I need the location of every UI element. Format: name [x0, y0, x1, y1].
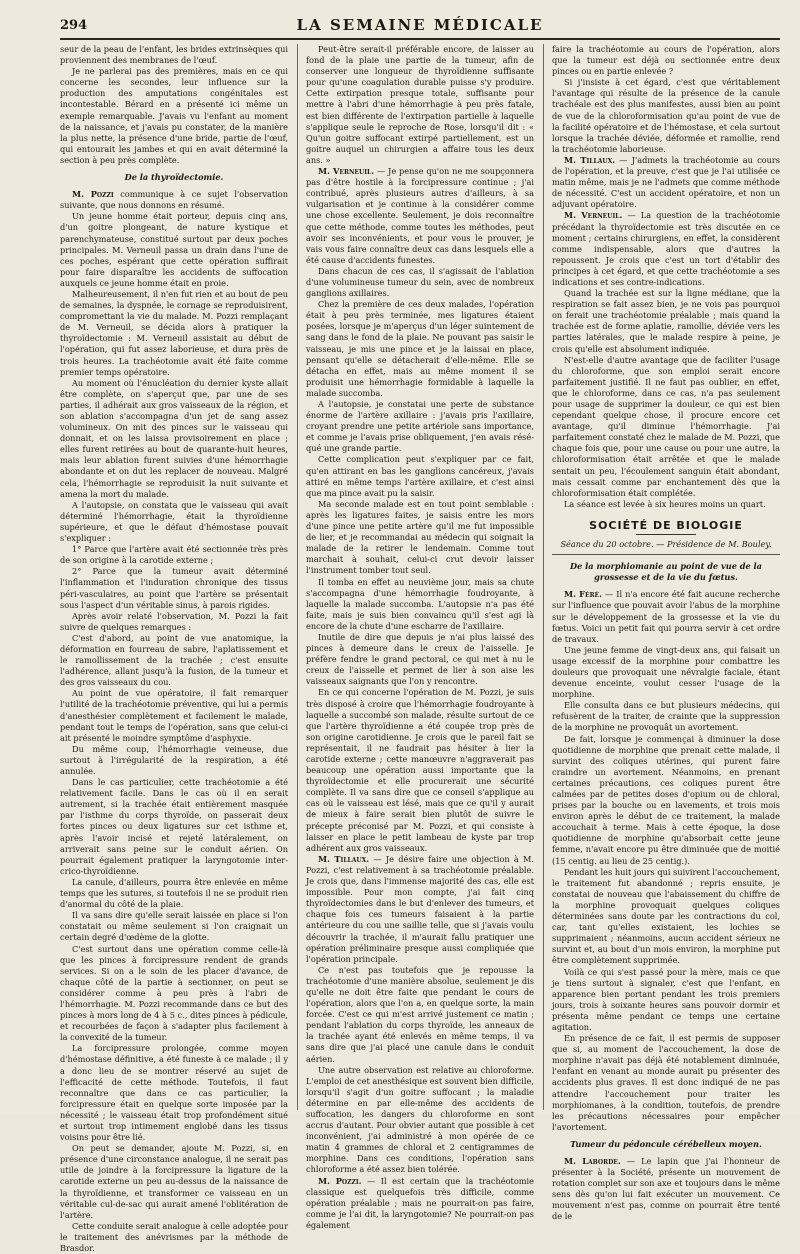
column-2 [306, 44, 535, 1230]
paragraph: Peut-être serait-il préférable encore, de laisser au fond de la plaie une partie de la tumeur, afin de conserver une longueur de thyroïdienne suffisante pour qu'une coagulation durable puisse s'y produire. Cette extirpation presque totale, suffisante pour mettre à l'abri d'une hémorrhagie à peu près fatale, est bien différente de l'extirpation partielle à laquelle s'applique seule le reproche de Rose, lorsqu'il dit : « Qu'un goitre suffocant extirpé partiellement, est un goitre auquel un chirurgien a affaire tous les deux ans. » [306, 44, 534, 165]
paragraph [552, 589, 780, 644]
speaker-name: M. Tillaux. [318, 853, 370, 864]
paragraph: Dans chacun de ces cas, il s'agissait de l'ablation d'une volumineuse tumeur du sein, avec de nombreux ganglions axillaires. [306, 265, 534, 299]
paragraph: Au point de vue opératoire, il fait remarquer l'utilité de la trachéotomie préventive, qui lui a permis d'anesthésier complètement et facilement le malade, pendant tout le temps de l'opération, sans que celui-ci ait présenté le moindre symptôme d'asphyxie. [60, 688, 288, 743]
paragraph: Ma seconde malade est en tout point semblable : après les ligatures faites, je saisis entre les mors d'une pince une petite artère qu'il me fut impossible de lier, et je recommandai au médecin qui soignait la malade de la retirer le lendemain. Comme tout marchait à souhait, celui-ci crut devoir laisser l'instrument tomber tout seul. [306, 498, 534, 576]
paragraph: Cette conduite serait analogue à celle adoptée pour le traitement des anévrismes par la méthode de Brasdor. [60, 1220, 288, 1254]
column-1 [60, 44, 288, 1254]
paragraph-text: — Le lapin que j'ai l'honneur de présenter à la Société, présente un mouvement de rotation complet sur son axe et toujours dans le même sens dès qu'on lui fait exécuter un mouvement. Ce mouvement n'est pas, comme on pourrait être tenté de le [552, 1156, 780, 1222]
speaker-name: M. Tillaux. [564, 154, 616, 165]
paragraph: Si j'insiste à cet égard, c'est que véritablement l'avantage qui résulte de la présence de la canule trachéale est des plus manifestes, aussi bien au point de vue de la chloroformisation qu'au point de vue de la facilité opératoire et de l'hémostase, et cela surtout lorsque la trachée déviée, déformée et ramollie, rend la trachéotomie laborieuse. [552, 77, 780, 154]
paragraph: Cette complication peut s'expliquer par ce fait, qu'en attirant en bas les ganglions cancéreux, j'avais attiré en même temps l'artère axillaire, et c'est ainsi que ma pince avait pu la saisir. [306, 454, 534, 498]
speaker-name: M. Féré. [564, 589, 602, 600]
paragraph [552, 155, 780, 210]
paragraph-text: — Il est certain que la trachéotomie classique est quelquefois très difficile, comme opération préalable ; mais ne pourrait-on pas faire, comme je l'ai dit, la laryngotomie? Ne pourrait-on pas également [306, 1175, 534, 1230]
speaker-name: M. Verneuil. [318, 166, 375, 177]
topic-title: De la morphiomanie au point de vue de la grossesse et de la vie du fœtus. [570, 561, 762, 583]
paragraph: Au moment où l'énucléation du dernier kyste allait être complète, on s'aperçut que, par une de ses parties, il adhérait aux gros vaisseaux de la région, et son ablation s'accompagna d'un jet de sang assez volumineux. On mit des pinces sur le vaisseau qui donnait, et on les laissa provisoirement en place ; elles furent retirées au bout de quarante-huit heures, mais leur ablation furent suivies d'une hémorrhagie abondante et on dut les replacer de nouveau. Malgré cela, l'hémorrhagie se reproduisit la nuit suivante et amena la mort du malade. [60, 377, 288, 499]
paragraph: Quand la trachée est sur la ligne médiane, que la respiration se fait assez bien, je ne vois pas pourquoi on ferait une trachéotomie préalable ; mais quand la trachée est de forme aplatie, ramollie, déviée vers les parties latérales, que le malade respire à peine, je crois qu'elle est absolument indiquée. [552, 288, 780, 354]
paragraph: De fait, lorsque je commençai à diminuer la dose quotidienne de morphine que prenait cette malade, il survint des coliques utérines, qui purent faire craindre un avortement. Néanmoins, en prenant certaines précautions, ces coliques purent être calmées par de petites doses d'opium ou de chloral, prises par la bouche ou en lavements, et trois mois environ après le début de ce traitement, la malade accouchait à terme. Mais à cette époque, la dose quotidienne de morphine qu'absorbait cette jeune femme, n'avait encore pu être diminuée que de moitié (15 centig. au lieu de 25 centig.). [552, 733, 780, 866]
session-rule [552, 554, 780, 555]
paragraph [306, 1176, 534, 1231]
paragraph: La forcipressure prolongée, comme moyen d'hémostase définitive, a été funeste à ce malade ; il y a donc lieu de se montrer réservé au sujet de l'efficacité de cette méthode. Toutefois, il faut reconnaître que dans ce cas particulier, la forcipressure était en quelque sorte imposée par la nécessité ; le vaisseau était trop profondément situé et surtout trop intimement englobé dans les tissus voisins pour être lié. [60, 1043, 288, 1143]
paragraph: La séance est levée à six heures moins un quart. [564, 498, 766, 509]
paragraph: seur de la peau de l'enfant, les brides extrinsèques qui proviennent des membranes de l'œuf. [60, 44, 288, 66]
paragraph: 2° Parce que la tumeur avait déterminé l'inflammation et l'induration chronique des tissus péri-vasculaires, au point que l'artère se présentait sous l'aspect d'un véritable sinus, à parois rigides. [60, 566, 288, 610]
header-rule [60, 38, 780, 40]
paragraph: Voilà ce qui s'est passé pour la mère, mais ce que je tiens surtout à signaler, c'est que l'enfant, en apparence bien portant pendant les trois premiers jours, trois à soixante heures sans pouvoir dormir et présenta même pendant ce temps une certaine agitation. [552, 966, 780, 1032]
column-separator [297, 44, 298, 1110]
page-header [60, 14, 780, 36]
speaker-name: M. Verneuil. [564, 210, 623, 221]
paragraph-text: — Je désire faire une objection à M. Pozzi, c'est relativement à sa trachéotomie préalable. Je crois que, dans l'immense majorité des cas, elle est impossible. Pour mon compte, j'ai fait cinq thyroïdectomies dans le but d'enlever des tumeurs, et chaque fois ces tumeurs faisaient à la partie antérieure du cou une saillie telle, que si j'avais voulu découvrir la trachée, il m'aurait fallu pratiquer une opération préliminaire presque aussi compliquée que l'opération principale. [306, 853, 534, 964]
speaker-name: M. Laborde. [564, 1156, 621, 1166]
journal-title: LA SEMAINE MÉDICALE [296, 16, 544, 34]
paragraph: Il tomba en effet au neuvième jour, mais sa chute s'accompagna d'une hémorrhagie foudroyante, à laquelle la malade succomba. L'autopsie n'a pas été faite, mais je suis bien convaincu qu'il s'est agi là encore de la chute d'une escharre de l'axillaire. [306, 576, 534, 631]
society-title: SOCIÉTÉ DE BIOLOGIE [589, 518, 743, 532]
column-3 [552, 44, 780, 1222]
paragraph: N'est-elle d'autre avantage que de faciliter l'usage du chloroforme, que son emploi serait encore parfaitement justifié. Il ne faut pas oublier, en effet, que le chloroforme, dans ce cas, n'a pas seulement pour usage de supprimer la douleur, ce qui est bien cependant quelque chose, il procure encore cet avantage, qu'il diminue l'hémorrhagie. J'ai parfaitement constaté chez le malade de M. Pozzi, que chaque fois que, pour une cause ou pour une autre, la chloroformisation était arrêtée et que le malade sentait un peu, l'écoulement sanguin était abondant, mais cessait comme par enchantement dès que la chloroformisation était complétée. [552, 354, 780, 498]
paragraph: Je ne parlerai pas des premières, mais en ce qui concerne les secondes, leur influence sur la production des amputations congénitales est incontestable. Bérard en a présenté ici même un exemple remarquable. J'avais vu l'enfant au moment de la naissance, et j'avais pu constater, de la manière la plus nette, la présence d'une bride, partie de l'œuf, qui entourait les jambes et qui en avait déterminé la section à peu près complète. [60, 66, 288, 165]
paragraph: Elle consulta dans ce but plusieurs médecins, qui refusèrent de la traiter, de crainte que la suppression de la morphine ne provoquât un avortement. [552, 700, 780, 733]
paragraph-text: — Je pense qu'on ne me soupçonnera pas d'être hostile à la forcipressure continue ; j'ai contribué, après plusieurs autres d'ailleurs, à sa vulgarisation et je continue à la considérer comme une chose excellente. Seulement, je dois reconnaître que cette méthode, comme toutes les méthodes, peut avoir ses inconvénients, et pour vous le prouver, je vais vous faire connaître deux cas dans lesquels elle a été cause d'accidents funestes. [306, 166, 535, 265]
paragraph: La canule, d'ailleurs, pourra être enlevée en même temps que les sutures, si toutefois il ne se produit rien d'anormal du côté de la plaie. [60, 876, 288, 910]
session-line: Séance du 20 octobre. — Présidence de M. Bouley. [560, 539, 772, 550]
paragraph: Il va sans dire qu'elle serait laissée en place si l'on constatait ou même seulement si l'on craignait un certain degré d'œdème de la glotte. [60, 910, 288, 943]
paragraph [306, 854, 534, 965]
paragraph-text: — Il n'a encore été fait aucune recherche sur l'influence que pouvait avoir l'abus de la morphine sur le développement de la grossesse et la vie du fœtus. Voici un petit fait qui pourra servir à cet ordre de travaux. [552, 589, 780, 644]
paragraph-text: — La question de la trachéotomie précédant la thyroïdectomie est très discutée en ce moment ; certains chirurgiens, en effet, la considèrent comme indispensable, alors que d'autres la repoussent. Je crois que c'est un tort d'établir des principes à cet égard, et que cette trachéotomie a ses indications et ses contre-indications. [552, 210, 780, 287]
paragraph: Pendant les huit jours qui suivirent l'accouchement, le traitement fut abandonné ; repris ensuite, je constatai de nouveau que l'abaissement du chiffre de la morphine provoquait quelques coliques déterminées sans doute par les contractions du col, car, tant qu'elles existaient, les lochies se supprimaient ; néanmoins, aucun accident sérieux ne survint et, au bout d'un mois environ, la morphine put être complètement supprimée. [552, 866, 780, 966]
paragraph: C'est surtout dans une opération comme celle-là que les pinces à forcipressure rendent de grands services. Si on a le soin de les placer d'avance, de chaque côté de la partie à sectionner, on peut se considérer comme à peu près à l'abri de l'hémorrhagie. M. Pozzi recommande dans ce but des pinces à mors long de 4 à 5 c., dites pinces à pédicule, et recourbées de façon à s'adapter plus facilement à la convexité de la tumeur. [60, 943, 288, 1043]
paragraph: A l'autopsie, je constatai une perte de substance énorme de l'artère axillaire : j'avais pris l'axillaire, croyant prendre une petite artériole sans importance, et comme je l'avais prise obliquement, j'en avais réséqué une grande partie. [306, 399, 534, 454]
paragraph: Chez la première de ces deux malades, l'opération était à peu près terminée, mes ligatures étaient posées, lorsque je m'aperçus d'un léger suintement de sang dans le fond de la plaie. Ne pouvant pas saisir le vaisseau, je mis une pince et je la laissai en place, pensant qu'elle se détacherait d'elle-même. Elle se détacha en effet, mais au même moment il se produisit une hémorrhagie formidable à laquelle la malade succomba. [306, 299, 534, 398]
paragraph: En ce qui concerne l'opération de M. Pozzi, je suis très disposé à croire que l'hémorrhagie foudroyante à laquelle a succombé son malade, résulte surtout de ce que l'artère thyroïdienne a été coupée trop près de son origine carotidienne. Je crois que le pareil fait se représentait, il ne faudrait pas hésiter à lier la carotide externe ; cette manœuvre n'aggraverait pas beaucoup une opération aussi importante que la thyroïdectomie et elle procurerait une sécurité complète. Il va sans dire que ce conseil s'applique au cas où le vaisseau est lésé, mais que ce qu'il y aurait de mieux à faire serait bien plutôt de suivre le précepte préconisé par M. Pozzi, et qui consiste à laisser en place le petit lambeau de kyste par trop adhérent aux gros vaisseaux. [306, 687, 534, 853]
paragraph-text: — J'admets la trachéotomie au cours de l'opération, et la preuve, c'est que je l'ai utilisée ce matin même, mais je ne l'admets que comme méthode de nécessité. C'est un accident opératoire, et non un adjuvant opératoire. [552, 154, 780, 210]
paragraph: Ce n'est pas toutefois que je repousse la trachéotomie d'une manière absolue, seulement je dis qu'elle ne doit être faite que pendant le cours de l'opération, alors que l'on a, en quelque sorte, la main forcée. C'est ce qui m'est arrivé justement ce matin ; pendant l'ablation du corps thyroïde, les anneaux de la trachée ayant été enlevés en même temps, il va sans dire que j'ai placé une canule dans le conduit aérien. [306, 964, 534, 1064]
paragraph: Malheureusement, il n'en fut rien et au bout de peu de semaines, la dyspnée, le cornage se reproduisirent, compromettant la vie du malade. M. Pozzi remplaçant de M. Verneuil, se décida alors à pratiquer la thyroïdectomie : M. Verneuil assistait au début de l'opération, qui fut assez laborieuse, et dura près de trois heures. La trachéotomie avait été faite comme premier temps opératoire. [60, 288, 288, 377]
paragraph: Dans le cas particulier, cette trachéotomie a été relativement facile. Dans le cas où il en serait autrement, si la trachée était entièrement masquée par l'isthme du corps thyroïde, on passerait deux fortes pinces ou deux ligatures sur cet isthme et, après l'avoir incisé et rejeté latéralement, on arriverait sans peine sur le conduit aérien. On pourrait également pratiquer la laryngotomie inter-crico-thyroïdienne. [60, 777, 288, 876]
paragraph [60, 189, 288, 211]
paragraph-text: communique à ce sujet l'observation suivante, que nous donnons en résumé. [60, 189, 288, 211]
section-title: De la thyroïdectomie. [124, 172, 224, 183]
paragraph: faire la trachéotomie au cours de l'opération, alors que la tumeur est déjà ou sectionnée entre deux pinces ou en partie enlevée ? [552, 44, 780, 77]
paragraph: Après avoir relaté l'observation, M. Pozzi la fait suivre de quelques remarques : [60, 610, 288, 632]
paragraph: Une autre observation est relative au chloroforme. L'emploi de cet anesthésique est souvent bien difficile, lorsqu'il s'agit d'un goitre suffocant ; la maladie détermine en par elle-même des accidents de suffocation, les dangers du chloroforme en sont accrus d'autant. Pour obvier autant que possible à cet inconvénient, j'ai administré à mon opérée de ce matin 4 grammes de chloral et 2 centigrammes de morphine. Dans ces conditions, l'opération sans chloroforme a été assez bien tolérée. [306, 1064, 534, 1175]
paragraph: Inutile de dire que depuis je n'ai plus laissé des pinces à demeure dans le creux de l'aisselle. Je préfère fendre le grand pectoral, ce qui met à nu le creux de l'aisselle et permet de lier à son aise les vaisseaux saignants que l'on y rencontre. [306, 631, 534, 687]
paragraph: C'est d'abord, au point de vue anatomique, la déformation en fourreau de sabre, l'aplatissement et le ramollissement de la trachée ; c'est ensuite l'adhérence, allant jusqu'à la fusion, de la tumeur et des gros vaisseaux du cou. [60, 632, 288, 688]
topic-title: Tumeur du pédoncule cérébelleux moyen. [570, 1138, 762, 1149]
title-rule [636, 534, 696, 535]
paragraph [306, 166, 534, 266]
paragraph: A l'autopsie, on constata que le vaisseau qui avait déterminé l'hémorrhagie, était la thyroïdienne supérieure, et que le défaut d'hémostase pouvait s'expliquer : [60, 499, 288, 544]
speaker-name: M. Pozzi [72, 189, 114, 200]
paragraph: Un jeune homme était porteur, depuis cinq ans, d'un goitre plongeant, de nature kystique et parenchymateuse, constitué surtout par deux poches principales. M. Verneuil passa un drain dans l'une de ces poches, espérant que cette opération suffirait pour faire disparaître les accidents de suffocation auxquels ce jeune homme était en proie. [60, 211, 288, 288]
paragraph: On peut se demander, ajoute M. Pozzi, si, en présence d'une circonstance analogue, il ne serait pas utile de joindre à la forcipressure la ligature de la carotide externe un peu au-dessus de la naissance de la thyroïdienne, et transformer ce vaisseau en un véritable cul-de-sac qui aurait amené l'oblitération de l'artère. [60, 1143, 288, 1220]
paragraph: Du même coup, l'hémorrhagie veineuse, due surtout à l'irrégularité de la respiration, a été annulée. [60, 743, 288, 776]
paragraph [552, 1156, 780, 1223]
column-separator [543, 44, 544, 1110]
paragraph: 1° Parce que l'artère avait été sectionnée très près de son origine à la carotide externe ; [60, 544, 288, 566]
page-number: 294 [60, 18, 88, 33]
speaker-name: M. Pozzi. [318, 1175, 362, 1186]
paragraph: En présence de ce fait, il est permis de supposer que si, au moment de l'accouchement, la dose de morphine n'avait pas déjà été notablement diminuée, l'enfant en venant au monde aurait pu présenter des accidents plus graves. Il est donc indiqué de ne pas attendre l'accouchement pour traiter les morphiomanes, à la condition, toutefois, de prendre les précautions nécessaires pour empêcher l'avortement. [552, 1033, 780, 1132]
paragraph: Une jeune femme de vingt-deux ans, qui faisait un usage excessif de la morphine pour combattre les douleurs que provoquait une névralgie faciale, étant devenue enceinte, voulut cesser l'usage de la morphine. [552, 644, 780, 700]
paragraph [552, 210, 780, 288]
